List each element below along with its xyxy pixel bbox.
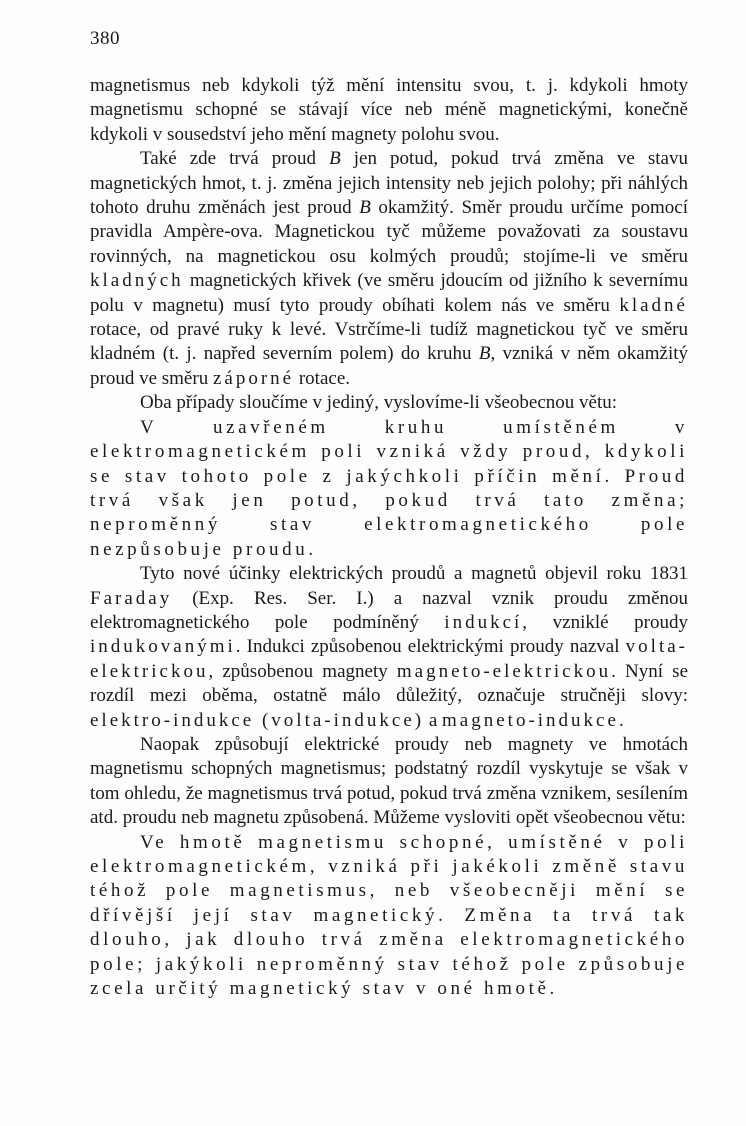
text-span-sp: magneto-indukce [442, 709, 619, 731]
paragraph-p7 [90, 831, 688, 1002]
text-span: (Exp. Res. Ser. I.) a nazval vznik proudu změnou elektromagnetického pole podmíněný [90, 587, 688, 633]
paragraph-p3 [90, 391, 688, 415]
paragraph-p6 [90, 733, 688, 831]
text-span: Naopak způsobují elektrické proudy neb magnety ve hmotách magnetismu schopných magnetismus; podstatný rozdíl vyskytuje se však v tom ohledu, že magnetismus trvá potud, pokud trvá změna vznikem, sesílením atd. proudu neb magnetu způsobená. Můžeme vysloviti opět všeobecnou větu: [90, 733, 688, 829]
page-number: 380 [90, 28, 120, 49]
text-span: , způsobenou magnety [208, 660, 397, 682]
text-span-sp-wide: V uzavřeném kruhu umístěném v elektromagnetickém poli vzniká vždy proud, kdykoli se stav tohoto pole z jakýchkoli příčin mění. Proud trvá však jen potud, pokud trvá tato změna; neproměnný stav elektromagnetického pole nezpůsobuje proudu. [90, 416, 688, 560]
text-span: . [618, 709, 624, 731]
text-span-sp: kladných [90, 270, 184, 292]
text-span: okamžitý. Směr proudu určíme pomocí pravidla Ampère-ova. Magnetickou tyč můžeme považovati za soustavu rovinných, na magnetickou osu kolmých proudů; stojíme-li ve směru [90, 197, 688, 267]
text-span: a [424, 709, 443, 731]
text-span: jen potud, pokud trvá změna ve stavu magnetických hmot, t. j. změna jejich intensity neb jejich polohy; při náhlých tohoto druhu změnách jest proud [90, 148, 688, 219]
paragraph-p1 [90, 74, 688, 147]
text-span: . Nyní se rozdíl mezi oběma, ostatně málo důležitý, označuje stručněji slovy: [90, 660, 689, 707]
text-span-sp-wide: Ve hmotě magnetismu schopné, umístěné v poli elektromagnetickém, vzniká při jakékoli změně stavu téhož pole magnetismus, neb všeobecněji mění se dřívější její stav magnetický. Změna ta trvá tak dlouho, jak dlouho trvá změna elektromagnetického pole; jakýkoli neproměnný stav téhož pole způsobuje zcela určitý magnetický stav v oné hmotě. [90, 831, 688, 1000]
paragraph-p4 [90, 416, 688, 562]
text-span: , vzniklé proudy [522, 611, 688, 633]
text-span-sp: indukovanými [90, 636, 236, 658]
paragraph-p2 [90, 147, 688, 391]
text-span-sp: Faraday [90, 587, 173, 609]
text-span: . Indukci způsobenou elektrickými proudy nazval [235, 636, 626, 658]
text-span-sp: kladné [619, 294, 688, 316]
text-span-it: B [329, 148, 341, 170]
text-span-sp: indukcí [444, 611, 523, 633]
text-span: magnetismus neb kdykoli týž mění intensitu svou, t. j. kdykoli hmoty magnetismu schopné se stávají více neb méně magnetickými, konečně kdykoli v sousedství jeho mění magnety polohu svou. [90, 75, 688, 145]
body-text [90, 74, 688, 1001]
text-span-sp: magneto-elektrickou [396, 660, 612, 682]
text-span: rotace, od pravé ruky k levé. Vstrčíme-li tudíž magnetickou tyč ve směru kladném (t. j. napřed severním polem) do kruhu [90, 319, 688, 365]
text-span: Tyto nové účinky elektrických proudů a magnetů objevil roku 1831 [140, 563, 688, 585]
text-span-it: B [478, 343, 491, 365]
text-span-sp: záporné [212, 367, 295, 389]
text-span: Také zde trvá proud [140, 148, 330, 170]
text-span: magnetických křivek (ve směru jdoucím od jižního k severnímu polu v magnetu) musí tyto proudy obíhati kolem nás ve směru [90, 270, 688, 316]
text-span: , vzniká v něm okamžitý proud ve směru [90, 343, 689, 389]
paragraph-p5 [90, 562, 688, 733]
text-span: rotace. [294, 367, 350, 389]
text-span-sp: volta-elektrickou [90, 636, 688, 682]
text-span-it: B [359, 197, 371, 219]
text-span-sp: elektro-indukce (volta-indukce) [90, 709, 425, 731]
text-span: Oba případy sloučíme v jediný, vyslovíme-li všeobecnou větu: [140, 392, 618, 414]
